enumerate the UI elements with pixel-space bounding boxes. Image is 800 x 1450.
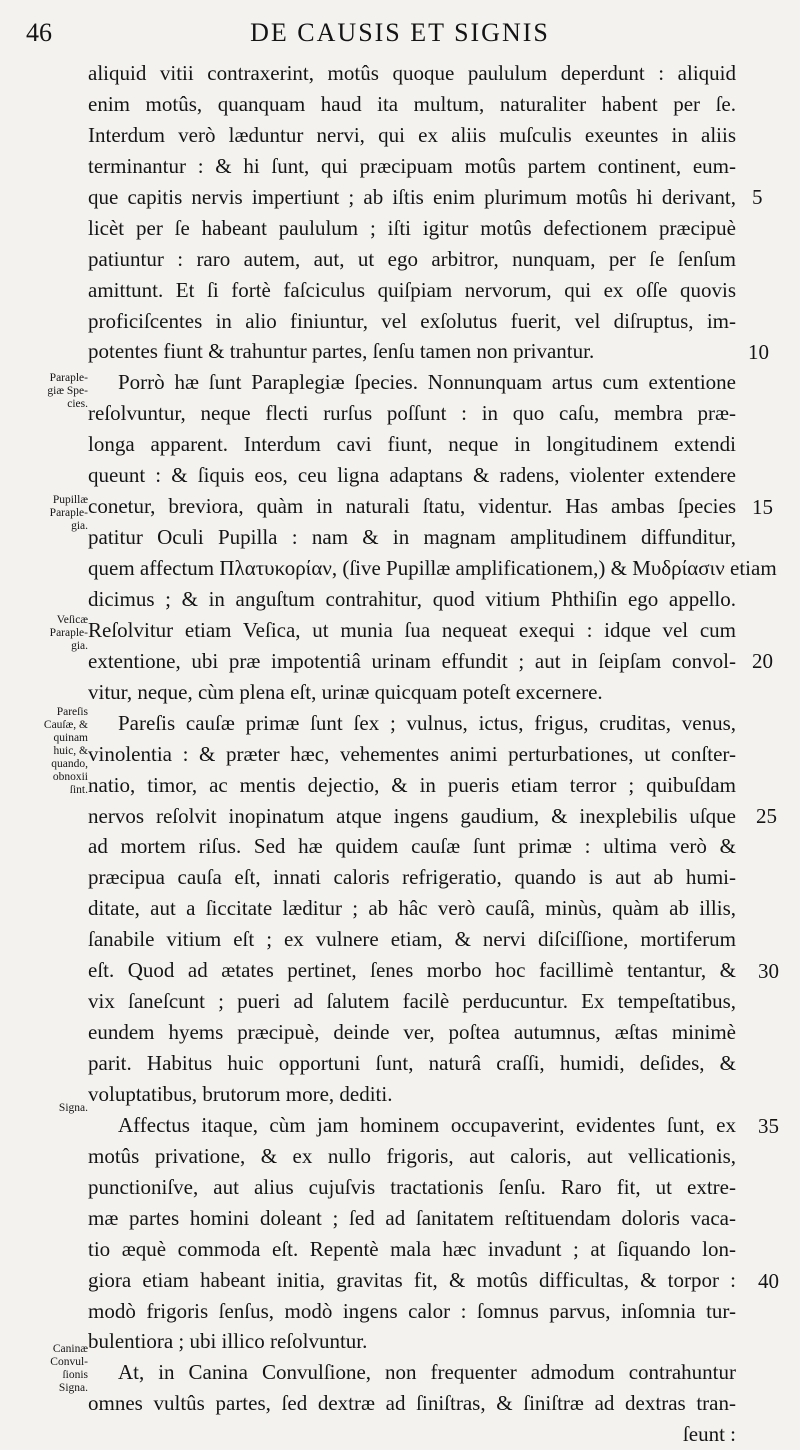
text-line: proficiſcentes in alio finiuntur, vel exſolutus fuerit, vel diſruptus, im- [88,308,736,333]
text-line: ditate, aut a ſiccitate læditur ; ab hâc verò cauſâ, minùs, quàm ab illis, [88,896,736,921]
text-line: giora etiam habeant initia, gravitas fit, & motûs difficultas, & torpor : [88,1267,736,1292]
text-line: Porrò hæ ſunt Paraplegiæ ſpecies. Nonnunquam artus cum extentione [118,370,736,395]
running-head: DE CAUSIS ET SIGNIS [250,18,550,47]
text-line: eſt. Quod ad ætates pertinet, ſenes morbo hoc facillimè tentantur, & [88,958,736,983]
text-line: reſolvuntur, neque flecti rurſus poſſunt : in quo caſu, membra præ- [88,401,736,426]
text-line: Affectus itaque, cùm jam hominem occupaverint, evidentes ſunt, ex [118,1112,736,1137]
line-number: 40 [758,1269,779,1293]
margin-note-signa: Signa. [58,1102,88,1114]
margin-note-caninae: Caninæ Convul- ſionis Signa. [50,1343,88,1394]
text-line: bulentiora ; ubi illico reſolvuntur. [88,1329,368,1354]
line-number: 10 [748,340,769,364]
text-line: mæ partes homini doleant ; ſed ad ſanitatem reſtituendam doloris vaca- [88,1205,736,1230]
text-line: enim motûs, quanquam haud ita multum, naturaliter habent per ſe. [88,91,736,116]
text-line: omnes vultûs partes, ſed dextræ ad ſiniſtras, & ſiniſtræ ad dextras tran- [88,1391,736,1416]
text-line: modò frigoris ſenſus, modò ingens calor : ſomnus parvus, inſomnia tur- [88,1298,736,1323]
text-line: voluptatibus, brutorum more, dediti. [88,1081,393,1106]
line-number: 20 [752,649,773,673]
text-line: Reſolvitur etiam Veſica, ut munia ſua nequeat exequi : idque vel cum [88,617,736,642]
text-line: potentes fiunt & trahuntur partes, ſenſu tamen non privantur. [88,339,595,364]
text-line: præcipua cauſa eſt, innati caloris refrigeratio, quando is aut ab humi- [88,865,736,890]
text-line: punctioniſve, aut alius cujuſvis tractationis ſenſu. Raro fit, ut extre- [88,1174,736,1199]
text-line: vitur, neque, cùm plena eſt, urinæ quicquam poteſt excernere. [88,679,603,704]
text-line: Interdum verò læduntur nervi, qui ex aliis muſculis exeuntes in aliis [88,122,736,147]
text-line: ad mortem riſus. Sed hæ quidem cauſæ ſunt primæ : ultima verò & [88,834,736,859]
margin-note-paresis: Pareſis Cauſæ, & quinam huic, & quando, obnoxii ſint. [43,706,88,796]
page-header [0,12,800,52]
margin-note-pupillae: Pupillæ Paraple- gia. [49,494,88,532]
text-line: ſeunt : [682,1422,736,1447]
text-line: quem affectum Πλατυκορίαν, (ſive Pupillæ amplificationem,) & Μυδρίασιν etiam [88,556,777,580]
text-line: terminantur : & hi ſunt, qui præcipuam motûs partem continent, eum- [88,153,736,178]
text-line: At, in Canina Convulſione, non frequenter admodum contrahuntur [118,1360,736,1385]
text-line: patitur Oculi Pupilla : nam & in magnam amplitudinem diffunditur, [88,525,736,550]
text-line: dicimus ; & in anguſtum contrahitur, quod vitium Phthiſin ego appello. [88,586,736,611]
text-line: nervos reſolvit inopinatum atque ingens gaudium, & inexplebilis uſque [88,803,736,828]
text-line: amittunt. Et ſi fortè faſciculus quiſpiam nervorum, qui ex oſſe quovis [88,277,736,302]
margin-note-paraplegiae: Paraple- giæ Spe- cies. [47,372,88,410]
text-line: tio æquè commoda eſt. Repentè mala hæc invadunt ; at ſiquando lon- [88,1236,736,1261]
line-number: 25 [756,804,777,828]
text-line: patiuntur : raro autem, aut, ut ego arbitror, nunquam, per ſe ſenſum [88,246,736,271]
text-line: vinolentia : & præter hæc, vehementes animi perturbationes, ut conſter- [88,741,736,766]
text-line: que capitis nervis impertiunt ; ab iſtis enim plurimum motûs hi derivant, [88,184,736,209]
text-line: licèt per ſe habeant paululum ; iſti igitur motûs defectionem præcipuè [88,215,736,240]
text-line: vix ſaneſcunt ; pueri ad ſalutem facilè perducuntur. Ex tempeſtatibus, [88,989,736,1014]
text-line: Pareſis cauſæ primæ ſunt ſex ; vulnus, ictus, frigus, cruditas, venus, [118,710,736,735]
line-number: 15 [752,495,773,519]
text-line: natio, timor, ac mentis dejectio, & in pueris etiam terror ; quibuſdam [88,772,736,797]
text-line: longa apparent. Interdum cavi fiunt, neque in longitudinem extendi [88,432,736,457]
text-line: ſanabile vitium eſt ; ex vulnere etiam, & nervi diſciſſione, mortiferum [88,927,736,952]
text-line: aliquid vitii contraxerint, motûs quoque paululum deperdunt : aliquid [88,61,736,85]
text-line: queunt : & ſiquis eos, ceu ligna adaptans & radens, violenter extendere [88,463,736,488]
page-number: 46 [26,18,52,47]
line-number: 35 [758,1114,779,1138]
line-number: 5 [752,185,763,209]
text-line: conetur, breviora, quàm in naturali ſtatu, videntur. Has ambas ſpecies [88,494,736,519]
line-number: 30 [758,959,779,983]
margin-note-vesicae: Veſicæ Paraple- gia. [49,614,88,652]
text-line: eundem hyems præcipuè, deinde ver, poſtea autumnus, æſtas minimè [88,1020,736,1045]
text-line: parit. Habitus huic opportuni ſunt, naturâ craſſi, humidi, deſides, & [88,1051,736,1075]
text-line: extentione, ubi præ impotentiâ urinam effundit ; aut in ſeipſam convol- [88,648,736,673]
text-line: motûs privatione, & ex nullo frigoris, aut caloris, aut vellicationis, [88,1143,736,1168]
